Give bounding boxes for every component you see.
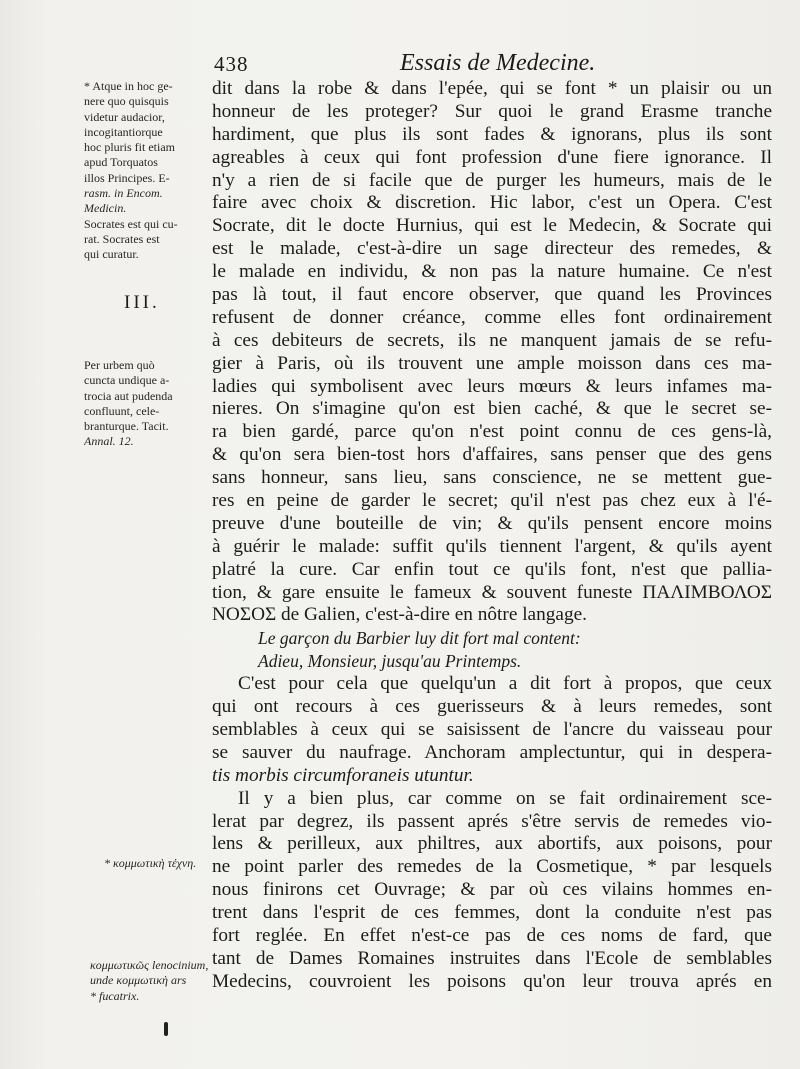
text-line: le malade en individu, & non pas la nature humaine. Ce n'est — [212, 261, 772, 283]
margin-line: * Atque in hoc ge- — [84, 79, 173, 93]
text-line: lerat par degrez, ils passent aprés s'être servis de remedes vio- — [212, 810, 772, 832]
text-line: se sauver du naufrage. Anchoram amplectuntur, qui in despera- — [212, 741, 772, 763]
text-line: hardiment, que plus ils sont fades & ignorans, plus ils sont — [212, 123, 772, 145]
margin-note-lenocinium — [90, 958, 212, 1004]
margin-line: * κομμωτικὴ τέχνη. — [104, 856, 197, 870]
text-line: à guérir le malade: suffit qu'ils tiennent l'argent, & qu'ils ayent — [212, 535, 772, 557]
text-line: ne point parler des remedes de la Cosmetique, * par lesquels — [212, 856, 772, 878]
text-line: platré la cure. Car enfin tout ce qu'ils font, n'est que pallia- — [212, 558, 772, 580]
text-line: honneur de les proteger? Sur quoi le grand Erasme tranche — [212, 100, 772, 122]
ink-speck — [164, 1022, 168, 1036]
margin-line: Per urbem quò — [84, 358, 155, 372]
text-line: nous finirons cet Ouvrage; & par où ces vilains hommes en- — [212, 879, 772, 901]
text-line: pas là tout, il faut encore observer, que quand les Provinces — [212, 284, 772, 306]
margin-line: videtur audacior, — [84, 109, 165, 124]
margin-line: rat. Socrates est — [84, 231, 160, 246]
verse-line: Adieu, Monsieur, jusqu'au Printemps. — [258, 651, 522, 672]
margin-note-tacitus — [84, 358, 206, 450]
text-line: preuve d'une bouteille de vin; & qu'ils pensent encore moins — [212, 512, 772, 534]
margin-line: rasm. in Encom. — [84, 186, 163, 201]
page-number: 438 — [214, 52, 249, 76]
margin-line: Socrates est qui cu- — [84, 216, 178, 231]
text-line: Socrate, dit le docte Hurnius, qui est le Medecin, & Socrate qui — [212, 215, 772, 237]
text-line: semblables à ceux qui se saisissent de l'ancre du vaisseau pour — [212, 718, 772, 740]
text-line: dit dans la robe & dans l'epée, qui se font * un plaisir ou un — [212, 78, 772, 99]
margin-line: Medicin. — [84, 201, 127, 216]
text-line: Medecins, couvroient les poisons qu'on leur trouva aprés en — [212, 970, 772, 992]
margin-line: qui curatur. — [84, 247, 139, 262]
text-line: ΝΟΣΟΣ de Galien, c'est-à-dire en nôtre langage. — [212, 604, 587, 626]
text-line: ra bien gardé, parce qu'on n'est point connu de ces gens-là, — [212, 421, 772, 443]
verse-line: Le garçon du Barbier luy dit fort mal content: — [258, 628, 581, 649]
margin-line: incogitantiorque — [84, 124, 163, 139]
margin-line: trocia aut pudenda — [84, 388, 173, 403]
text-line: faire avec choix & discretion. Hic labor, c'est un Opera. C'est — [212, 192, 772, 214]
text-line: Il y a bien plus, car comme on se fait ordinairement sce- — [238, 787, 772, 809]
text-line: n'y a rien de si facile que de purger les humeurs, mais de le — [212, 169, 772, 191]
text-line: qui ont recours à ces guerisseurs & à leurs remedes, sont — [212, 696, 772, 718]
text-line: tis morbis circumforaneis utuntur. — [212, 764, 474, 786]
margin-line: illos Principes. E- — [84, 170, 170, 185]
text-line: tion, & gare ensuite le fameux & souvent funeste ΠΑΛΙΜΒΟΛΟΣ — [212, 581, 772, 603]
margin-line: hoc pluris fit etiam — [84, 140, 175, 155]
margin-line: κομμωτικῶς lenocinium, — [90, 958, 209, 972]
text-line: tant de Dames Romaines instruites dans l'Ecole de semblables — [212, 947, 772, 969]
margin-line: confluunt, cele- — [84, 403, 160, 418]
margin-note-greek — [104, 856, 226, 871]
section-numeral: III. — [124, 292, 160, 313]
running-title: Essais de Medecine. — [400, 50, 596, 76]
margin-line: unde κομμωτικὴ ars — [90, 973, 187, 988]
margin-line: apud Torquatos — [84, 155, 158, 170]
text-line: refusent de donner créance, comme elles font ordinairement — [212, 306, 772, 328]
text-line: à ces debiteurs de secrets, ils ne manquent jamais de se refu- — [212, 329, 772, 351]
text-line: & qu'on sera bien-tost hors d'affaires, sans penser que des gens — [212, 444, 772, 466]
text-line: ladies qui symbolisent avec leurs mœurs & leurs infames ma- — [212, 375, 772, 397]
text-line: agreables à ceux qui font profession d'une fiere ignorance. Il — [212, 146, 772, 168]
text-line: res en peine de garder le secret; qu'il n'est pas chez eux à l'é- — [212, 490, 772, 512]
margin-note-erasmus — [84, 79, 206, 263]
text-line: lens & perilleux, aux philtres, aux abortifs, aux poisons, pour — [212, 833, 772, 855]
margin-line: Annal. 12. — [84, 434, 134, 449]
margin-line: cuncta undique a- — [84, 373, 170, 388]
text-line: est le malade, c'est-à-dire un sage directeur des remedes, & — [212, 238, 772, 260]
text-line: C'est pour cela que quelqu'un a dit fort à propos, que ceux — [238, 673, 772, 695]
text-line: sans honneur, sans lieu, sans conscience, ne se mettent gue- — [212, 467, 772, 489]
margin-line: nere quo quisquis — [84, 94, 169, 109]
text-line: fort reglée. En effet n'est-ce pas de ces noms de fard, que — [212, 924, 772, 946]
margin-line: branturque. Tacit. — [84, 419, 169, 434]
text-line: gier à Paris, où ils trouvent une ample moisson dans ces ma- — [212, 352, 772, 374]
text-line: nieres. On s'imagine qu'on est bien caché, & que le secret se- — [212, 398, 772, 420]
text-line: trent dans l'esprit de ces femmes, dont la conduite n'est pas — [212, 902, 772, 924]
margin-line: * fucatrix. — [90, 988, 140, 1003]
main-text-block — [212, 78, 772, 994]
